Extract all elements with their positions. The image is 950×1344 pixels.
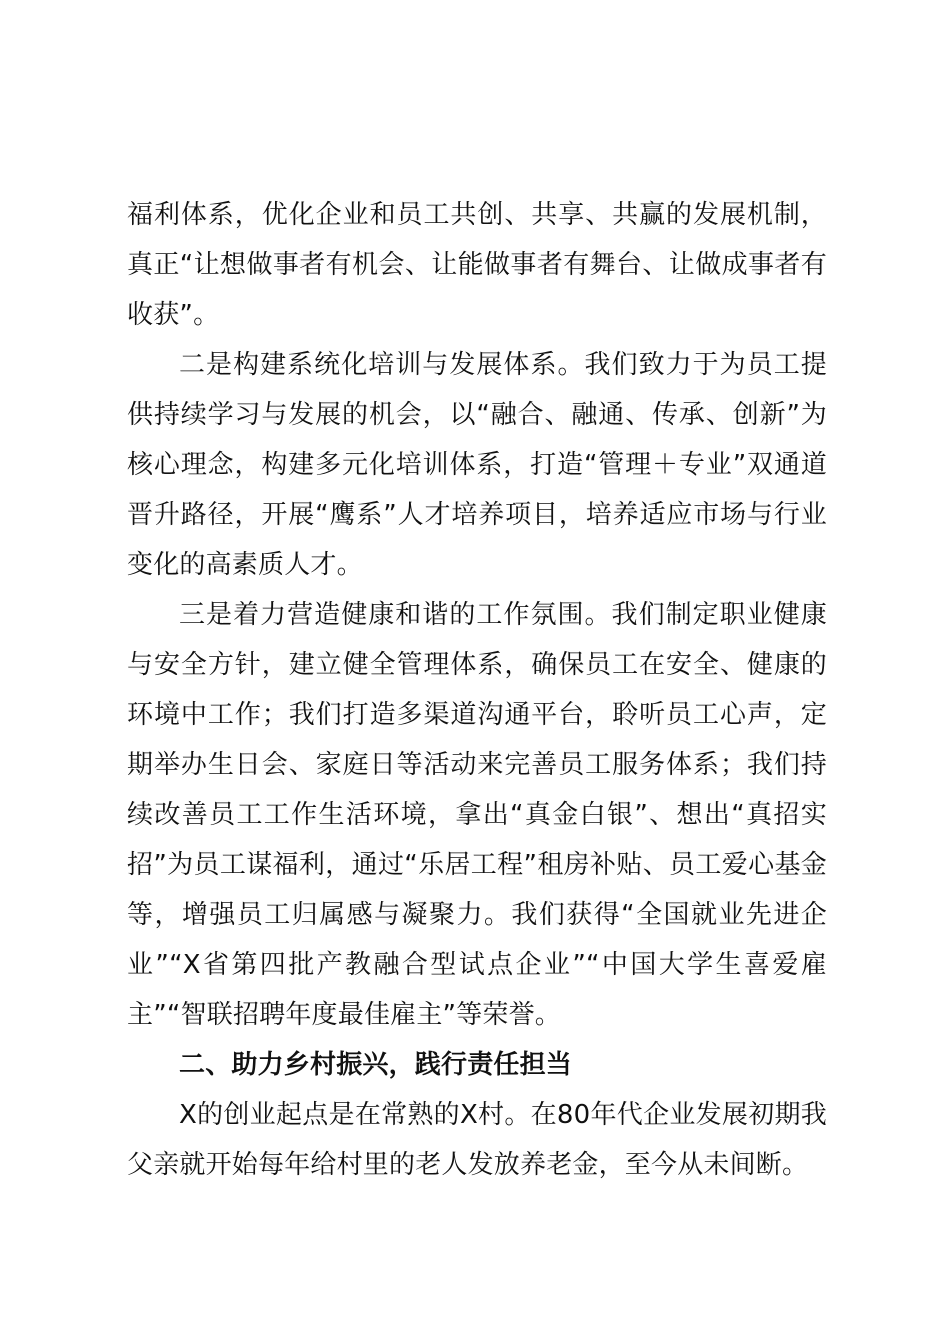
section-heading: 二、助力乡村振兴，践行责任担当 — [179, 1050, 573, 1080]
paragraph-continuation: 福利体系，优化企业和员工共创、共享、共赢的发展机制，真正“让想做事者有机会、让能做事者有舞台、让做成事者有收获”。 — [127, 200, 827, 330]
document-page — [127, 190, 827, 1190]
paragraph-training-system: 二是构建系统化培训与发展体系。我们致力于为员工提供持续学习与发展的机会，以“融合、融通、传承、创新”为核心理念，构建多元化培训体系，打造“管理＋专业”双通道晋升路径，开展“鹰系”人才培养项目，培养适应市场与行业变化的高素质人才。 — [127, 350, 827, 580]
paragraph-work-atmosphere: 三是着力营造健康和谐的工作氛围。我们制定职业健康与安全方针，建立健全管理体系，确保员工在安全、健康的环境中工作；我们打造多渠道沟通平台，聆听员工心声，定期举办生日会、家庭日等活动来完善员工服务体系；我们持续改善员工工作生活环境，拿出“真金白银”、想出“真招实招”为员工谋福利，通过“乐居工程”租房补贴、员工爱心基金等，增强员工归属感与凝聚力。我们获得“全国就业先进企业”“X省第四批产教融合型试点企业”“中国大学生喜爱雇主”“智联招聘年度最佳雇主”等荣誉。 — [127, 600, 827, 1030]
paragraph-rural-revitalization: X的创业起点是在常熟的X村。在80年代企业发展初期我父亲就开始每年给村里的老人发放养老金，至今从未间断。 — [127, 1100, 827, 1180]
